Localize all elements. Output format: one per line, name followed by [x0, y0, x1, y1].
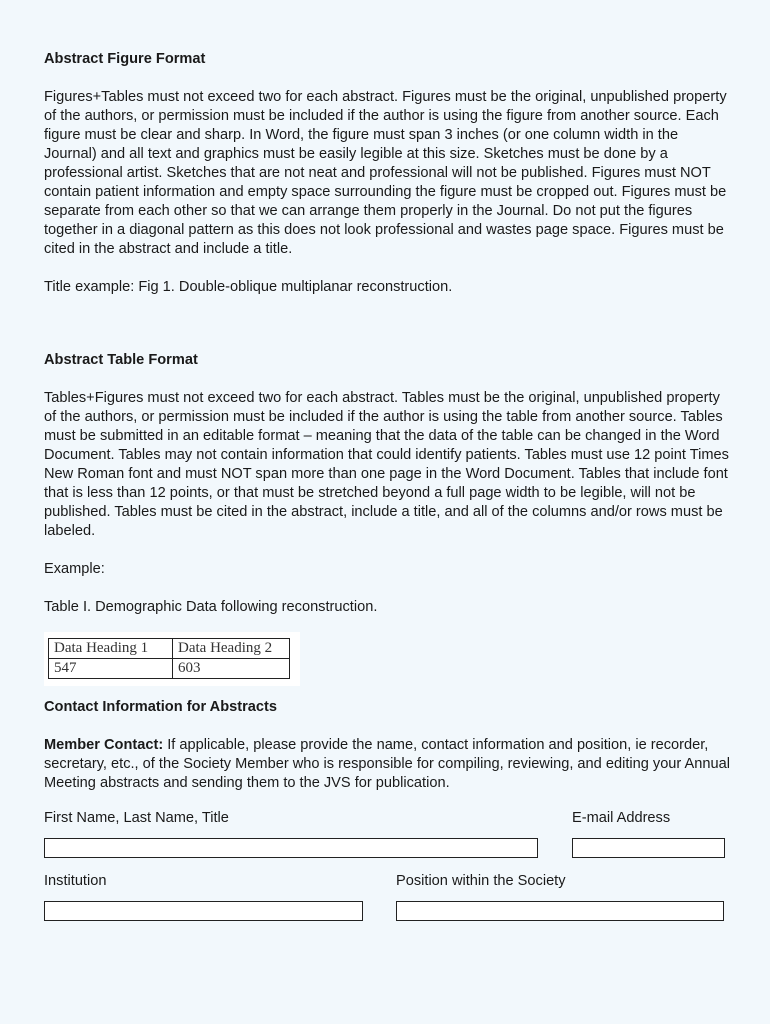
table-header-cell: Data Heading 1: [49, 639, 173, 659]
table-row: [49, 659, 290, 679]
table-format-heading: Abstract Table Format: [44, 352, 198, 368]
institution-input[interactable]: [44, 901, 363, 921]
figure-format-heading: Abstract Figure Format: [44, 51, 206, 67]
member-contact-paragraph: [44, 736, 734, 793]
position-input[interactable]: [396, 901, 724, 921]
institution-field-label: Institution: [44, 873, 107, 889]
table-header-cell: Data Heading 2: [173, 639, 290, 659]
member-contact-text: If applicable, please provide the name, contact information and position, ie recorder, secretary, etc., of the Society Member who is responsible for compiling, reviewing, and editing your Annual Meeting abstracts and sending them to the JVS for publication.: [44, 737, 730, 791]
position-field-label: Position within the Society: [396, 873, 566, 889]
member-contact-label: Member Contact:: [44, 737, 164, 753]
table-header-row: [49, 639, 290, 659]
name-field-label: First Name, Last Name, Title: [44, 810, 229, 826]
name-input[interactable]: [44, 838, 538, 858]
contact-heading: Contact Information for Abstracts: [44, 699, 277, 715]
table-cell: 603: [173, 659, 290, 679]
table-format-body: Tables+Figures must not exceed two for each abstract. Tables must be the original, unpublished property of the authors, or permission must be included if the author is using the table from another source. Tables must be submitted in an editable format – meaning that the data of the table can be changed in the Word Document. Tables may not contain information that could identify patients. Tables must use 12 point Times New Roman font and must NOT span more than one page in the Word Document. Tables that include font that is less than 12 points, or that must be stretched beyond a full page width to be legible, will not be published. Tables must be cited in the abstract, include a title, and all of the columns and/or rows must be labeled.: [44, 390, 729, 539]
figure-title-example: Title example: Fig 1. Double-oblique multiplanar reconstruction.: [44, 279, 453, 295]
email-field-label: E-mail Address: [572, 810, 671, 826]
table-example-label: Example:: [44, 561, 105, 577]
email-input[interactable]: [572, 838, 725, 858]
figure-format-body: Figures+Tables must not exceed two for each abstract. Figures must be the original, unpublished property of the authors, or permission must be included if the author is using the figure from another source. Each figure must be clear and sharp. In Word, the figure must span 3 inches (or one column width in the Journal) and all text and graphics must be easily legible at this size. Sketches must be done by a professional artist. Sketches that are not neat and professional will not be published. Figures must NOT contain patient information and empty space surrounding the figure must be cropped out. Figures must be separate from each other so that we can arrange them properly in the Journal. Do not put the figures together in a diagonal pattern as this does not look professional and wastes page space. Figures must be cited in the abstract and include a title.: [44, 89, 727, 257]
sample-data-table: [44, 632, 300, 686]
table-cell: 547: [49, 659, 173, 679]
table-title-example: Table I. Demographic Data following reconstruction.: [44, 599, 378, 615]
